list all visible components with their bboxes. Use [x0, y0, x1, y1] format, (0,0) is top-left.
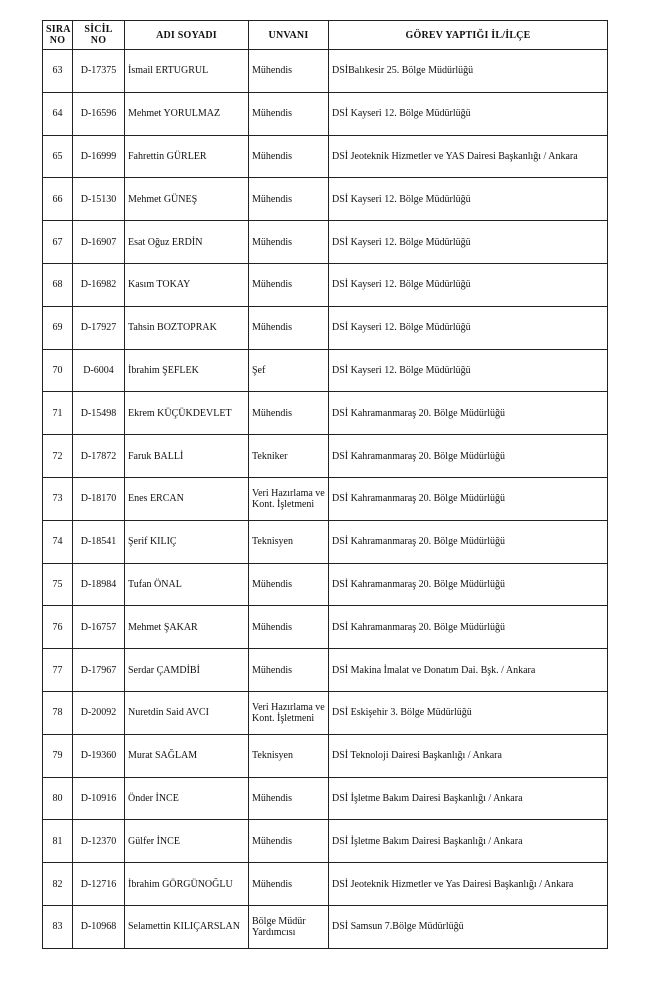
sicil-number: D-17872 — [73, 435, 125, 478]
job-title: Mühendis — [249, 178, 329, 221]
header-sira-no — [43, 21, 73, 50]
person-name: İsmail ERTUGRUL — [125, 50, 249, 93]
row-number: 69 — [43, 306, 73, 349]
row-number: 72 — [43, 435, 73, 478]
table-row — [43, 649, 608, 692]
table-row — [43, 92, 608, 135]
row-number: 75 — [43, 563, 73, 606]
row-number: 81 — [43, 820, 73, 863]
row-number: 78 — [43, 691, 73, 734]
duty-location: DSİ Samsun 7.Bölge Müdürlüğü — [329, 905, 608, 948]
row-number: 73 — [43, 477, 73, 520]
job-title: Mühendis — [249, 649, 329, 692]
row-number: 64 — [43, 92, 73, 135]
table-row — [43, 563, 608, 606]
header-name: ADI SOYADI — [125, 21, 249, 50]
row-number: 79 — [43, 734, 73, 777]
table-row — [43, 691, 608, 734]
job-title: Mühendis — [249, 135, 329, 178]
duty-location: DSİ Makina İmalat ve Donatım Dai. Bşk. / Ankara — [329, 649, 608, 692]
row-number: 68 — [43, 263, 73, 306]
header-sira-no-line2: NO — [49, 35, 66, 46]
sicil-number: D-16907 — [73, 221, 125, 264]
table-row — [43, 905, 608, 948]
sicil-number: D-18984 — [73, 563, 125, 606]
job-title: Mühendis — [249, 92, 329, 135]
row-number: 71 — [43, 392, 73, 435]
table-row — [43, 50, 608, 93]
table-row — [43, 435, 608, 478]
person-name: İbrahim GÖRGÜNOĞLU — [125, 863, 249, 906]
sicil-number: D-16999 — [73, 135, 125, 178]
duty-location: DSİBalıkesir 25. Bölge Müdürlüğü — [329, 50, 608, 93]
duty-location: DSİ Jeoteknik Hizmetler ve YAS Dairesi Başkanlığı / Ankara — [329, 135, 608, 178]
person-name: Serdar ÇAMDİBİ — [125, 649, 249, 692]
table-header — [43, 21, 608, 50]
sicil-number: D-20092 — [73, 691, 125, 734]
header-title: UNVANI — [249, 21, 329, 50]
sicil-number: D-16982 — [73, 263, 125, 306]
row-number: 66 — [43, 178, 73, 221]
job-title: Mühendis — [249, 777, 329, 820]
job-title: Tekniker — [249, 435, 329, 478]
person-name: Tufan ÖNAL — [125, 563, 249, 606]
header-row — [43, 21, 608, 50]
sicil-number: D-12370 — [73, 820, 125, 863]
person-name: Fahrettin GÜRLER — [125, 135, 249, 178]
duty-location: DSİ Kayseri 12. Bölge Müdürlüğü — [329, 349, 608, 392]
job-title: Mühendis — [249, 606, 329, 649]
person-name: Selamettin KILIÇARSLAN — [125, 905, 249, 948]
table-row — [43, 477, 608, 520]
duty-location: DSİ Kayseri 12. Bölge Müdürlüğü — [329, 306, 608, 349]
sicil-number: D-17927 — [73, 306, 125, 349]
row-number: 80 — [43, 777, 73, 820]
duty-location: DSİ Kahramanmaraş 20. Bölge Müdürlüğü — [329, 606, 608, 649]
sicil-number: D-16596 — [73, 92, 125, 135]
row-number: 83 — [43, 905, 73, 948]
duty-location: DSİ Kayseri 12. Bölge Müdürlüğü — [329, 178, 608, 221]
sicil-number: D-16757 — [73, 606, 125, 649]
person-name: İbrahim ŞEFLEK — [125, 349, 249, 392]
duty-location: DSİ Kayseri 12. Bölge Müdürlüğü — [329, 263, 608, 306]
person-name: Şerif KILIÇ — [125, 520, 249, 563]
table-row — [43, 306, 608, 349]
person-name: Mehmet ŞAKAR — [125, 606, 249, 649]
job-title: Mühendis — [249, 306, 329, 349]
person-name: Kasım TOKAY — [125, 263, 249, 306]
sicil-number: D-18170 — [73, 477, 125, 520]
sicil-number: D-17375 — [73, 50, 125, 93]
table-row — [43, 777, 608, 820]
sicil-number: D-10916 — [73, 777, 125, 820]
header-sicil-no — [73, 21, 125, 50]
table-row — [43, 263, 608, 306]
job-title: Teknisyen — [249, 734, 329, 777]
duty-location: DSİ Kahramanmaraş 20. Bölge Müdürlüğü — [329, 563, 608, 606]
duty-location: DSİ Teknoloji Dairesi Başkanlığı / Ankara — [329, 734, 608, 777]
person-name: Önder İNCE — [125, 777, 249, 820]
row-number: 63 — [43, 50, 73, 93]
table-row — [43, 349, 608, 392]
job-title: Mühendis — [249, 50, 329, 93]
table-row — [43, 820, 608, 863]
sicil-number: D-15130 — [73, 178, 125, 221]
sicil-number: D-17967 — [73, 649, 125, 692]
person-name: Enes ERCAN — [125, 477, 249, 520]
row-number: 74 — [43, 520, 73, 563]
table-body — [43, 50, 608, 949]
sicil-number: D-18541 — [73, 520, 125, 563]
header-sicil-no-line2: NO — [90, 35, 107, 46]
sicil-number: D-6004 — [73, 349, 125, 392]
table-row — [43, 178, 608, 221]
header-sira-no-line1: SIRA — [46, 24, 71, 35]
person-name: Faruk BALLİ — [125, 435, 249, 478]
row-number: 67 — [43, 221, 73, 264]
job-title: Bölge Müdür Yardımcısı — [249, 905, 329, 948]
table-row — [43, 221, 608, 264]
duty-location: DSİ Kahramanmaraş 20. Bölge Müdürlüğü — [329, 520, 608, 563]
job-title: Veri Hazırlama ve Kont. İşletmeni — [249, 477, 329, 520]
job-title: Mühendis — [249, 863, 329, 906]
header-sicil-no-line1: SİCİL — [84, 24, 113, 35]
duty-location: DSİ Kayseri 12. Bölge Müdürlüğü — [329, 221, 608, 264]
person-name: Mehmet GÜNEŞ — [125, 178, 249, 221]
duty-location: DSİ İşletme Bakım Dairesi Başkanlığı / Ankara — [329, 820, 608, 863]
duty-location: DSİ Jeoteknik Hizmetler ve Yas Dairesi Başkanlığı / Ankara — [329, 863, 608, 906]
job-title: Mühendis — [249, 221, 329, 264]
table-row — [43, 135, 608, 178]
row-number: 82 — [43, 863, 73, 906]
job-title: Veri Hazırlama ve Kont. İşletmeni — [249, 691, 329, 734]
sicil-number: D-12716 — [73, 863, 125, 906]
duty-location: DSİ Kahramanmaraş 20. Bölge Müdürlüğü — [329, 435, 608, 478]
person-name: Gülfer İNCE — [125, 820, 249, 863]
row-number: 70 — [43, 349, 73, 392]
person-name: Esat Oğuz ERDİN — [125, 221, 249, 264]
row-number: 65 — [43, 135, 73, 178]
duty-location: DSİ Kahramanmaraş 20. Bölge Müdürlüğü — [329, 392, 608, 435]
table-row — [43, 606, 608, 649]
duty-location: DSİ İşletme Bakım Dairesi Başkanlığı / Ankara — [329, 777, 608, 820]
person-name: Mehmet YORULMAZ — [125, 92, 249, 135]
sicil-number: D-19360 — [73, 734, 125, 777]
person-name: Ekrem KÜÇÜKDEVLET — [125, 392, 249, 435]
row-number: 76 — [43, 606, 73, 649]
job-title: Teknisyen — [249, 520, 329, 563]
duty-location: DSİ Eskişehir 3. Bölge Müdürlüğü — [329, 691, 608, 734]
person-name: Nuretdin Said AVCI — [125, 691, 249, 734]
table-row — [43, 734, 608, 777]
header-duty-location: GÖREV YAPTIĞI İL/İLÇE — [329, 21, 608, 50]
person-name: Tahsin BOZTOPRAK — [125, 306, 249, 349]
duty-location: DSİ Kahramanmaraş 20. Bölge Müdürlüğü — [329, 477, 608, 520]
duty-location: DSİ Kayseri 12. Bölge Müdürlüğü — [329, 92, 608, 135]
table-row — [43, 520, 608, 563]
job-title: Mühendis — [249, 392, 329, 435]
sicil-number: D-10968 — [73, 905, 125, 948]
job-title: Mühendis — [249, 563, 329, 606]
sicil-number: D-15498 — [73, 392, 125, 435]
job-title: Mühendis — [249, 263, 329, 306]
job-title: Şef — [249, 349, 329, 392]
row-number: 77 — [43, 649, 73, 692]
job-title: Mühendis — [249, 820, 329, 863]
personnel-table — [42, 20, 608, 949]
table-row — [43, 863, 608, 906]
person-name: Murat SAĞLAM — [125, 734, 249, 777]
table-row — [43, 392, 608, 435]
